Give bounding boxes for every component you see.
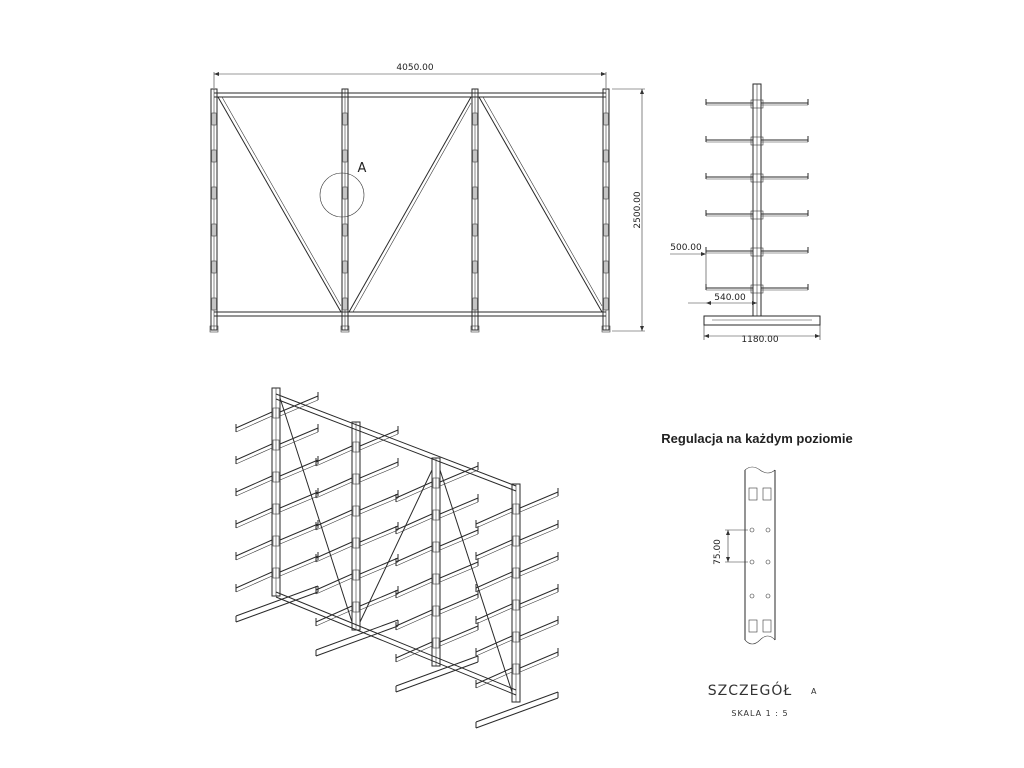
iso-arm — [316, 606, 352, 622]
iso-arm — [396, 610, 432, 626]
iso-arm — [396, 578, 432, 594]
detail-hole — [750, 528, 754, 532]
iso-base — [316, 620, 398, 650]
detail-break-line — [745, 467, 775, 473]
iso-arm — [440, 530, 478, 546]
iso-arm — [236, 444, 272, 460]
iso-arm — [476, 604, 512, 620]
iso-arm — [440, 498, 478, 514]
iso-arm — [440, 502, 478, 518]
detail-hole — [750, 560, 754, 564]
iso-arm — [476, 540, 512, 556]
iso-arm — [316, 482, 352, 498]
detail-title-suffix: A — [811, 687, 817, 696]
iso-arm — [280, 396, 318, 412]
iso-arm — [236, 476, 272, 492]
iso-arm — [520, 492, 558, 508]
iso-arm — [360, 558, 398, 574]
iso-base — [476, 692, 558, 722]
iso-arm — [280, 556, 318, 572]
iso-arm — [280, 524, 318, 540]
iso-arm — [520, 556, 558, 572]
iso-arm — [520, 528, 558, 544]
side-base — [704, 316, 820, 325]
iso-arm — [316, 450, 352, 466]
iso-arm — [360, 498, 398, 514]
dimension-arrow — [726, 530, 730, 535]
iso-arm — [236, 480, 272, 496]
isometric-view — [236, 388, 558, 728]
dimension-arrow — [214, 72, 219, 76]
front-diagonal-brace — [218, 97, 341, 312]
dimension-arrow — [701, 252, 706, 256]
iso-arm — [316, 446, 352, 462]
width-dimension-label: 4050.00 — [396, 63, 434, 73]
dimension-arrow — [640, 89, 644, 94]
dimension-arrow — [815, 334, 820, 338]
iso-bottom-beam — [276, 597, 516, 695]
iso-arm — [316, 546, 352, 562]
iso-arm — [236, 512, 272, 528]
iso-arm — [476, 572, 512, 588]
iso-arm — [396, 642, 432, 658]
iso-base — [236, 586, 318, 616]
iso-arm — [360, 466, 398, 482]
front-diagonal-brace — [479, 97, 602, 312]
front-diagonal-brace — [353, 103, 471, 312]
iso-bottom-beam — [276, 592, 516, 690]
front-diagonal-brace — [222, 97, 341, 306]
iso-arm — [440, 534, 478, 550]
iso-arm — [440, 470, 478, 486]
detail-heading: Regulacja na każdym poziomie — [661, 431, 853, 446]
iso-arm — [476, 636, 512, 652]
iso-arm — [360, 434, 398, 450]
dimension-arrow — [601, 72, 606, 76]
iso-arm — [236, 416, 272, 432]
iso-arm — [396, 514, 432, 530]
detail-hole — [766, 594, 770, 598]
iso-arm — [396, 582, 432, 598]
detail-title: SZCZEGÓŁ — [707, 683, 793, 699]
iso-arm — [440, 630, 478, 646]
detail-hole — [766, 560, 770, 564]
iso-arm — [520, 524, 558, 540]
dimension-arrow — [704, 334, 709, 338]
iso-arm — [520, 588, 558, 604]
iso-arm — [236, 544, 272, 560]
dimension-arrow — [752, 301, 757, 305]
iso-arm — [520, 652, 558, 668]
iso-arm — [316, 542, 352, 558]
iso-arm — [520, 624, 558, 640]
iso-arm — [236, 572, 272, 588]
iso-arm — [440, 598, 478, 614]
detail-bottom-slot — [763, 620, 771, 632]
dimension-arrow — [706, 301, 711, 305]
iso-arm — [520, 656, 558, 672]
base-dimension-label: 1180.00 — [741, 335, 779, 345]
iso-arm — [396, 546, 432, 562]
iso-arm — [396, 518, 432, 534]
iso-arm — [360, 462, 398, 478]
detail-top-slot — [749, 488, 757, 500]
detail-hole — [766, 528, 770, 532]
pitch-dimension-label: 75.00 — [713, 539, 723, 565]
arm-dimension-label: 540.00 — [714, 293, 746, 303]
iso-arm — [396, 614, 432, 630]
iso-arm — [520, 496, 558, 512]
dimension-arrow — [726, 557, 730, 562]
iso-arm — [236, 576, 272, 592]
iso-arm — [360, 530, 398, 546]
iso-arm — [396, 550, 432, 566]
iso-base — [396, 656, 478, 686]
height-dimension-label: 2500.00 — [633, 191, 643, 229]
detail-scale: SKALA 1 : 5 — [731, 709, 789, 718]
iso-top-beam — [276, 394, 516, 486]
iso-arm — [360, 526, 398, 542]
iso-arm — [316, 574, 352, 590]
detail-top-slot — [763, 488, 771, 500]
iso-arm — [520, 560, 558, 576]
iso-arm — [280, 428, 318, 444]
detail-hole — [750, 594, 754, 598]
front-view — [210, 72, 645, 332]
iso-arm — [280, 528, 318, 544]
iso-arm — [476, 508, 512, 524]
iso-arm — [316, 478, 352, 494]
iso-arm — [316, 610, 352, 626]
iso-arm — [236, 448, 272, 464]
iso-arm — [476, 640, 512, 656]
iso-arm — [316, 578, 352, 594]
iso-arm — [440, 594, 478, 610]
detail-bottom-slot — [749, 620, 757, 632]
iso-arm — [476, 576, 512, 592]
iso-top-beam — [276, 399, 516, 491]
iso-arm — [396, 486, 432, 502]
iso-arm — [520, 620, 558, 636]
iso-diagonal-brace — [360, 470, 432, 622]
iso-arm — [360, 562, 398, 578]
iso-arm — [236, 508, 272, 524]
iso-arm — [280, 464, 318, 480]
iso-arm — [316, 510, 352, 526]
iso-arm — [476, 608, 512, 624]
iso-arm — [236, 412, 272, 428]
spacing-dimension-label: 500.00 — [670, 243, 702, 253]
iso-arm — [476, 512, 512, 528]
iso-arm — [520, 592, 558, 608]
iso-arm — [280, 460, 318, 476]
dimension-arrow — [640, 326, 644, 331]
iso-arm — [360, 494, 398, 510]
iso-arm — [360, 594, 398, 610]
iso-arm — [280, 560, 318, 576]
iso-arm — [440, 626, 478, 642]
iso-arm — [236, 540, 272, 556]
iso-arm — [396, 482, 432, 498]
detail-marker-label: A — [357, 161, 367, 176]
iso-arm — [280, 432, 318, 448]
iso-arm — [360, 590, 398, 606]
front-diagonal-brace — [483, 97, 602, 306]
front-diagonal-brace — [349, 97, 471, 312]
detail-view — [725, 467, 775, 644]
detail-break-line — [745, 636, 775, 644]
iso-arm — [476, 544, 512, 560]
